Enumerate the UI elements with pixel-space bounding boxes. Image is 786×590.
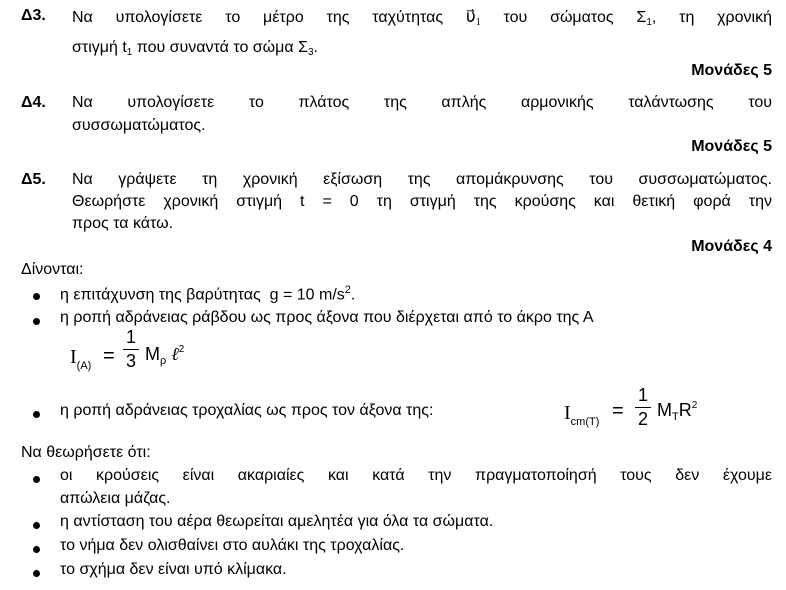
- fraction-denominator: 3: [125, 351, 136, 371]
- given-gravity: η επιτάχυνση της βαρύτητας g = 10 $m/s^2$.: [60, 284, 356, 304]
- formula-rod-rhs: $M_\rho$ ℓ$^2$: [145, 344, 185, 367]
- bullet-icon: [33, 411, 40, 418]
- bullet-icon: [33, 570, 40, 577]
- marks-d5: Μονάδες 4: [691, 238, 772, 255]
- bullet-icon: [33, 546, 40, 553]
- question-d3-line2: στιγμή $t_1$ που συναντά το σώμα $\Sigma_3$.: [72, 39, 318, 58]
- question-d4-line2: συσσωματώματος.: [72, 117, 206, 134]
- question-d3-line1: Να υπολογίσετε το μέτρο της ταχύτητας $\upsilon⃗_1$ του σώματος $\Sigma_1$, τη χρονική: [72, 7, 773, 28]
- formula-pulley-lhs: $I_{cm(T)}$: [564, 402, 600, 428]
- assume-air-resistance: η αντίσταση του αέρα θεωρείται αμελητέα για όλα τα σώματα.: [60, 513, 494, 530]
- bullet-icon: [33, 476, 40, 483]
- formula-rod-equals: =: [103, 345, 115, 367]
- fraction-denominator: 2: [637, 409, 648, 429]
- formula-pulley-rhs: $M_TR^2$: [657, 400, 698, 423]
- given-pulley-inertia: η ροπή αδράνειας τροχαλίας ως προς τον άξονα της:: [60, 402, 434, 419]
- fraction-numerator: 1: [125, 327, 136, 347]
- given-rod-inertia: η ροπή αδράνειας ράβδου ως προς άξονα που διέρχεται από το άκρο της Α: [60, 309, 594, 326]
- bullet-icon: [33, 318, 40, 325]
- formula-pulley-equals: =: [612, 400, 624, 422]
- question-d4-line1: Να υπολογίσετε το πλάτος της απλής αρμονικής ταλάντωσης του: [72, 94, 772, 111]
- marks-d4: Μονάδες 5: [691, 138, 772, 155]
- marks-d3: Μονάδες 5: [691, 62, 772, 79]
- bullet-icon: [33, 293, 40, 300]
- question-label-d4: Δ4.: [21, 94, 46, 111]
- bullet-icon: [33, 522, 40, 529]
- assume-scale: το σχήμα δεν είναι υπό κλίμακα.: [60, 561, 287, 578]
- formula-pulley-fraction: [635, 385, 651, 430]
- formula-rod-fraction: [123, 327, 139, 372]
- question-d5-line1: Να γράψετε τη χρονική εξίσωση της απομάκρυνσης του συσσωματώματος.: [72, 171, 772, 188]
- assume-collisions-line1: οι κρούσεις είναι ακαριαίες και κατά την πραγματοποίησή τους δεν έχουμε: [60, 467, 772, 484]
- fraction-numerator: 1: [637, 385, 648, 405]
- assume-heading: Να θεωρήσετε ότι:: [21, 444, 151, 461]
- question-d5-line2: Θεωρήστε χρονική στιγμή t = 0 τη στιγμή της κρούσης και θετική φορά την: [72, 193, 772, 210]
- assume-rope: το νήμα δεν ολισθαίνει στο αυλάκι της τροχαλίας.: [60, 537, 405, 554]
- assume-collisions-line2: απώλεια μάζας.: [60, 490, 171, 507]
- question-label-d5: Δ5.: [21, 171, 46, 188]
- formula-rod-lhs: $I_{(A)}$: [70, 346, 92, 372]
- question-label-d3: Δ3.: [21, 7, 46, 24]
- given-heading: Δίνονται:: [21, 261, 84, 278]
- question-d5-line3: προς τα κάτω.: [72, 215, 174, 232]
